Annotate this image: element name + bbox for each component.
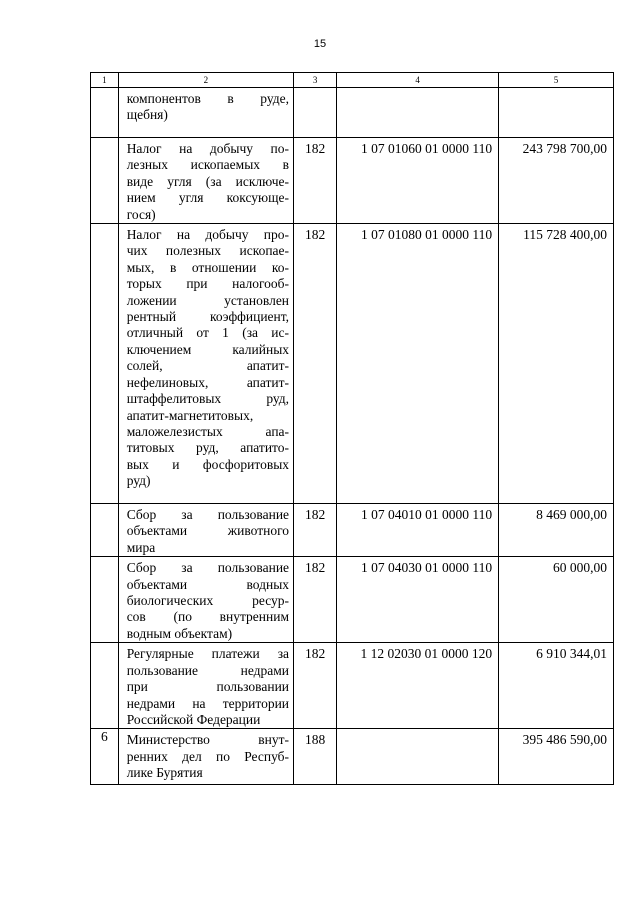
row-number-cell <box>91 557 119 643</box>
admin-code-cell: 182 <box>294 138 337 224</box>
revenue-name-line: чих полезных ископае- <box>126 243 290 259</box>
revenue-name-line: Российской Федерации <box>126 711 261 727</box>
budget-classification-code-cell: 1 07 04010 01 0000 110 <box>337 504 499 557</box>
budget-classification-code-cell: 1 07 01060 01 0000 110 <box>337 138 499 224</box>
row-number-cell <box>91 88 119 138</box>
revenue-name-line: ключением калийных <box>126 341 290 357</box>
revenue-name-line: пользование недрами <box>126 662 290 678</box>
table-body <box>91 73 614 785</box>
revenue-name-line: Сбор за пользование <box>126 507 290 523</box>
amount-cell: 8 469 000,00 <box>499 504 614 557</box>
admin-code-cell: 188 <box>294 729 337 785</box>
admin-code-cell: 182 <box>294 224 337 504</box>
revenue-name-cell <box>118 504 293 557</box>
table-row <box>91 504 614 557</box>
table-row <box>91 88 614 138</box>
revenue-name-line: нефелиновых, апатит- <box>126 374 290 390</box>
revenue-name-cell <box>118 138 293 224</box>
table-row <box>91 643 614 729</box>
table-row <box>91 138 614 224</box>
row-number-cell <box>91 138 119 224</box>
amount-cell: 395 486 590,00 <box>499 729 614 785</box>
revenue-name-line: Налог на добычу про- <box>126 227 290 243</box>
revenue-name-line: титовых руд, апатито- <box>126 440 290 456</box>
revenue-name-line: мира <box>126 539 156 555</box>
revenue-name-line: штаффелитовых руд, <box>126 391 290 407</box>
revenue-name-line: щебня) <box>126 107 168 123</box>
revenue-name-line: лике Бурятия <box>126 765 203 781</box>
header-cell-2: 2 <box>118 73 293 88</box>
row-number-cell <box>91 504 119 557</box>
revenue-name-line: гося) <box>126 206 156 222</box>
amount-cell <box>499 88 614 138</box>
table-row <box>91 557 614 643</box>
revenue-name-line: ложении установлен <box>126 292 290 308</box>
header-row <box>91 73 614 88</box>
budget-classification-code-cell: 1 07 04030 01 0000 110 <box>337 557 499 643</box>
revenue-name-line: Сбор за пользование <box>126 560 290 576</box>
header-cell-5: 5 <box>499 73 614 88</box>
revenue-name-cell <box>118 88 293 138</box>
table-row <box>91 729 614 785</box>
revenue-name-line: биологических ресур- <box>126 593 290 609</box>
revenue-name-line: рентный коэффициент, <box>126 309 290 325</box>
header-cell-1: 1 <box>91 73 119 88</box>
budget-classification-code-cell <box>337 88 499 138</box>
table-row <box>91 224 614 504</box>
revenue-name-line: компонентов в руде, <box>126 91 290 106</box>
revenue-name-line: вых и фосфоритовых <box>126 456 290 472</box>
revenue-name-line: торых при налогооб- <box>126 276 290 292</box>
revenue-name-line: руд) <box>126 473 151 489</box>
row-number-cell <box>91 643 119 729</box>
revenue-name-line: нием угля коксующе- <box>126 190 290 206</box>
header-cell-3: 3 <box>294 73 337 88</box>
revenue-name-line: солей, апатит- <box>126 358 290 374</box>
budget-classification-code-cell <box>337 729 499 785</box>
revenue-name-cell <box>118 557 293 643</box>
header-cell-4: 4 <box>337 73 499 88</box>
revenue-name-line: ренних дел по Респуб- <box>126 748 290 764</box>
revenue-name-line: отличный от 1 (за ис- <box>126 325 290 341</box>
budget-classification-code-cell: 1 07 01080 01 0000 110 <box>337 224 499 504</box>
budget-table <box>90 72 614 785</box>
revenue-name-line: объектами водных <box>126 576 290 592</box>
revenue-name-line: сов (по внутренним <box>126 609 290 625</box>
revenue-name-cell <box>118 224 293 504</box>
revenue-name-line: лезных ископаемых в <box>126 157 290 173</box>
page-number: 15 <box>313 38 327 50</box>
amount-cell: 60 000,00 <box>499 557 614 643</box>
revenue-name-line: недрами на территории <box>126 695 290 711</box>
admin-code-cell <box>294 88 337 138</box>
revenue-name-line: виде угля (за исключе- <box>126 173 290 189</box>
revenue-name-line: Министерство внут- <box>126 732 290 748</box>
admin-code-cell: 182 <box>294 643 337 729</box>
row-number-cell <box>91 224 119 504</box>
revenue-name-line: объектами животного <box>126 523 290 539</box>
revenue-name-line: при пользовании <box>126 679 290 695</box>
row-number-cell: 6 <box>91 729 119 785</box>
amount-cell: 115 728 400,00 <box>499 224 614 504</box>
admin-code-cell: 182 <box>294 504 337 557</box>
amount-cell: 243 798 700,00 <box>499 138 614 224</box>
revenue-name-line: мых, в отношении ко- <box>126 259 290 275</box>
revenue-name-cell <box>118 643 293 729</box>
admin-code-cell: 182 <box>294 557 337 643</box>
revenue-name-cell <box>118 729 293 785</box>
amount-cell: 6 910 344,01 <box>499 643 614 729</box>
revenue-name-line: Регулярные платежи за <box>126 646 290 662</box>
revenue-name-line: маложелезистых апа- <box>126 423 290 439</box>
budget-classification-code-cell: 1 12 02030 01 0000 120 <box>337 643 499 729</box>
revenue-name-line: Налог на добычу по- <box>126 141 290 156</box>
revenue-name-line: апатит-магнетитовых, <box>126 407 254 423</box>
revenue-name-line: водным объектам) <box>126 625 233 641</box>
